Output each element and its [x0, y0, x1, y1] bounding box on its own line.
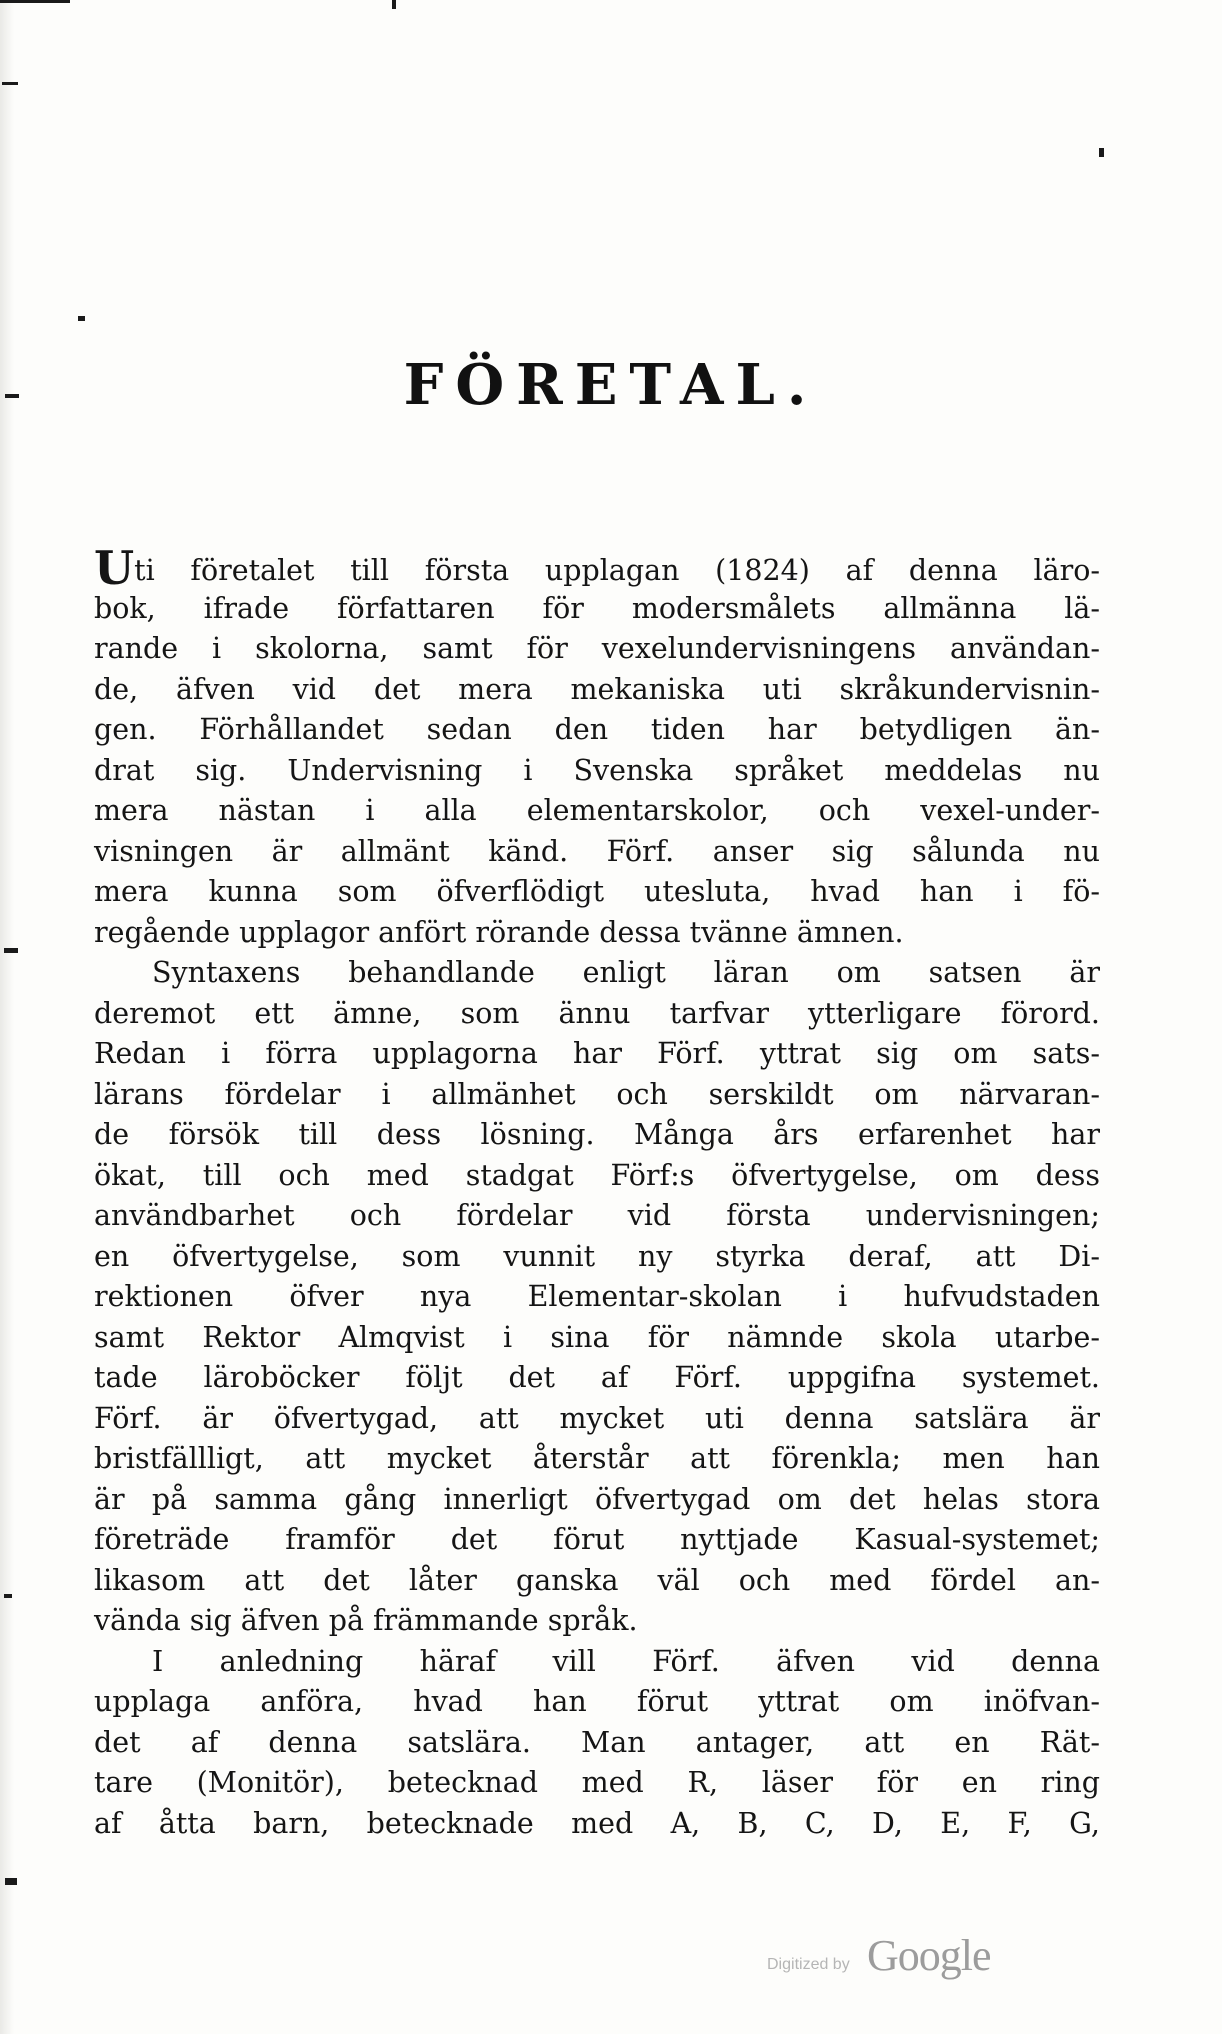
digitized-by-label: Digitized by — [767, 1956, 850, 1973]
scan-speck — [5, 1878, 17, 1885]
text-line: rektionen öfver nya Elementar-skolan i hufvudstaden — [94, 1280, 1100, 1313]
text-line: vända sig äfven på främmande språk. — [94, 1604, 638, 1637]
text-line: är på samma gång innerligt öfvertygad om det helas stora — [94, 1482, 1100, 1516]
first-line-text: ti företalet till första upplagan (1824) af denna läro- — [134, 554, 1100, 587]
text-line: det af denna satslära. Man antager, att en Rät- — [94, 1725, 1100, 1759]
text-line: regående upplagor anfört rörande dessa tvänne ämnen. — [94, 915, 904, 949]
text-line: visningen är allmänt känd. Förf. anser sig sålunda nu — [94, 834, 1100, 868]
text-line: mera kunna som öfverflödigt utesluta, hvad han i fö- — [94, 875, 1100, 908]
scan-speck — [0, 0, 70, 3]
scan-speck — [78, 316, 85, 321]
text-line: mera nästan i alla elementarskolor, och vexel-under- — [94, 794, 1100, 827]
google-logo: Google — [867, 1931, 991, 1980]
text-line: drat sig. Undervisning i Svenska språket meddelas nu — [94, 753, 1100, 787]
digitization-watermark — [767, 1926, 1027, 1986]
text-line: samt Rektor Almqvist i sina för nämnde skola utarbe- — [94, 1320, 1100, 1354]
drop-cap: U — [94, 541, 135, 595]
text-line: Syntaxens behandlande enligt läran om satsen är — [152, 956, 1100, 989]
body-text — [94, 541, 1100, 1844]
text-line: deremot ett ämne, som ännu tarfvar ytterligare förord. — [94, 996, 1100, 1030]
text-line: rande i skolorna, samt för vexelundervisningens användan- — [94, 632, 1100, 665]
text-line: af åtta barn, betecknade med A, B, C, D, E, F, G, — [94, 1806, 1100, 1840]
scan-speck — [4, 1594, 12, 1598]
text-line: Redan i förra upplagorna har Förf. yttrat sig om sats- — [94, 1037, 1100, 1070]
text-line: bristfällligt, att mycket återstår att förenkla; men han — [94, 1442, 1100, 1475]
text-line: en öfvertygelse, som vunnit ny styrka deraf, att Di- — [94, 1239, 1100, 1273]
page-title: FÖRETAL. — [403, 352, 819, 418]
text-line: ökat, till och med stadgat Förf:s öfvertygelse, om dess — [94, 1158, 1100, 1192]
text-line: användbarhet och fördelar vid första undervisningen; — [94, 1199, 1100, 1232]
text-line: tare (Monitör), betecknad med R, läser för en ring — [94, 1766, 1100, 1799]
scan-speck — [4, 948, 18, 953]
scan-edge — [0, 0, 14, 2034]
text-line: lärans fördelar i allmänhet och serskildt om närvaran- — [94, 1077, 1100, 1111]
scan-speck — [1099, 148, 1104, 157]
text-line: I anledning häraf vill Förf. äfven vid denna — [152, 1644, 1100, 1678]
text-line: de försök till dess lösning. Många års erfarenhet har — [94, 1118, 1100, 1151]
text-line: bok, ifrade författaren för modersmålets allmänna lä- — [94, 591, 1100, 625]
text-line: gen. Förhållandet sedan den tiden har betydligen än- — [94, 713, 1100, 746]
text-line: tade läroböcker följt det af Förf. uppgifna systemet. — [94, 1361, 1100, 1394]
text-line: företräde framför det förut nyttjade Kasual-systemet; — [94, 1523, 1100, 1556]
text-line — [94, 541, 1100, 595]
text-line: de, äfven vid det mera mekaniska uti skråkundervisnin- — [94, 672, 1100, 706]
text-line: upplaga anföra, hvad han förut yttrat om inöfvan- — [94, 1685, 1100, 1718]
text-line: likasom att det låter ganska väl och med fördel an- — [94, 1563, 1100, 1597]
scan-speck — [2, 82, 18, 85]
scan-speck — [392, 0, 396, 9]
text-line: Förf. är öfvertygad, att mycket uti denna satslära är — [94, 1401, 1100, 1435]
